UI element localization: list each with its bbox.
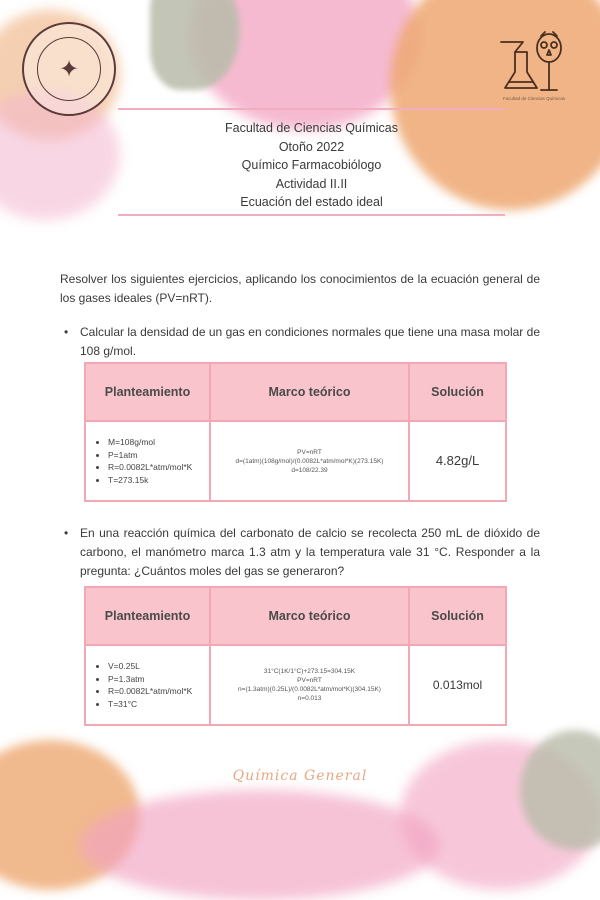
header-planteamiento: Planteamiento	[85, 587, 210, 645]
semester: Otoño 2022	[278, 139, 345, 154]
exercise-2-table	[84, 586, 507, 726]
header-top-rule	[118, 108, 505, 110]
solution-value: 0.013mol	[432, 678, 483, 692]
given-value: • M=108g/mol	[108, 436, 209, 449]
faculty-name: Facultad de Ciencias Químicas	[225, 121, 398, 135]
program-name: Químico Farmacobiólogo	[241, 158, 382, 173]
bullet-icon: •	[64, 325, 69, 339]
document-header	[118, 119, 505, 212]
header-bottom-rule	[118, 214, 505, 216]
exercise-1-text: Calcular la densidad de un gas en condiciones normales que tiene una masa molar de 108 g/mol.	[80, 325, 540, 358]
planteamiento-cell	[85, 421, 210, 501]
header-solucion: Solución	[409, 363, 506, 421]
header-marco-teorico: Marco teórico	[210, 587, 409, 645]
logo-caption: Facultad de Ciencias Químicas	[502, 96, 566, 101]
activity-number: Actividad II.II	[275, 176, 348, 191]
formula-line: d=(1atm)(108g/mol)/(0.0082L*atm/mol*K)(273.15K)	[235, 457, 384, 465]
given-value: • P=1.3atm	[108, 673, 209, 686]
solution-value: 4.82g/L	[435, 453, 480, 468]
given-values-list	[86, 660, 209, 710]
header-planteamiento: Planteamiento	[85, 363, 210, 421]
document-title: Ecuación del estado ideal	[240, 195, 383, 210]
course-signature: Química General	[232, 768, 368, 784]
exercise-1-table	[84, 362, 507, 502]
formula-line: n=(1.3atm)(0.25L)/(0.0082L*atm/mol*K)(304.15K)	[238, 686, 381, 693]
formula-line: n=0.013	[297, 695, 322, 702]
solucion-cell	[409, 645, 506, 725]
formula-line: d=108/22.39	[291, 466, 328, 474]
bullet-icon: •	[64, 526, 69, 540]
pink-watercolor-wash-bottom	[80, 790, 440, 900]
marco-teorico-cell	[210, 421, 409, 501]
given-value: • T=273.15k	[108, 474, 209, 487]
chemistry-faculty-logo-icon	[497, 28, 567, 94]
given-value: • R=0.0082L*atm/mol*K	[108, 461, 209, 474]
given-value: • T=31°C	[108, 698, 209, 711]
exercise-1-question	[64, 323, 540, 361]
eagle-emblem-icon: ✦	[37, 37, 101, 101]
formula-block	[211, 667, 408, 703]
exercise-2-text: En una reacción química del carbonato de calcio se recolecta 250 mL de dióxido de carbono, el manómetro marca 1.3 atm y la temperatura vale 31 °C. Responder a la pregunta: ¿Cuántos moles del gas se generaron?	[80, 526, 540, 578]
header-marco-teorico: Marco teórico	[210, 363, 409, 421]
formula-line: PV=nRT	[297, 677, 322, 684]
solucion-cell	[409, 421, 506, 501]
given-value: • P=1atm	[108, 449, 209, 462]
formula-block	[211, 448, 408, 475]
header-solucion: Solución	[409, 587, 506, 645]
planteamiento-cell	[85, 645, 210, 725]
exercise-2-question	[64, 524, 540, 581]
instructions-paragraph: Resolver los siguientes ejercicios, aplicando los conocimientos de la ecuación general de los gases ideales (PV=nRT).	[60, 272, 540, 305]
given-values-list	[86, 436, 209, 486]
university-seal-icon	[22, 22, 116, 116]
given-value: • V=0.25L	[108, 660, 209, 673]
formula-line: PV=nRT	[297, 448, 322, 456]
given-value: • R=0.0082L*atm/mol*K	[108, 685, 209, 698]
formula-line: 31°C(1K/1°C)+273.15=304.15K	[263, 668, 356, 675]
marco-teorico-cell	[210, 645, 409, 725]
